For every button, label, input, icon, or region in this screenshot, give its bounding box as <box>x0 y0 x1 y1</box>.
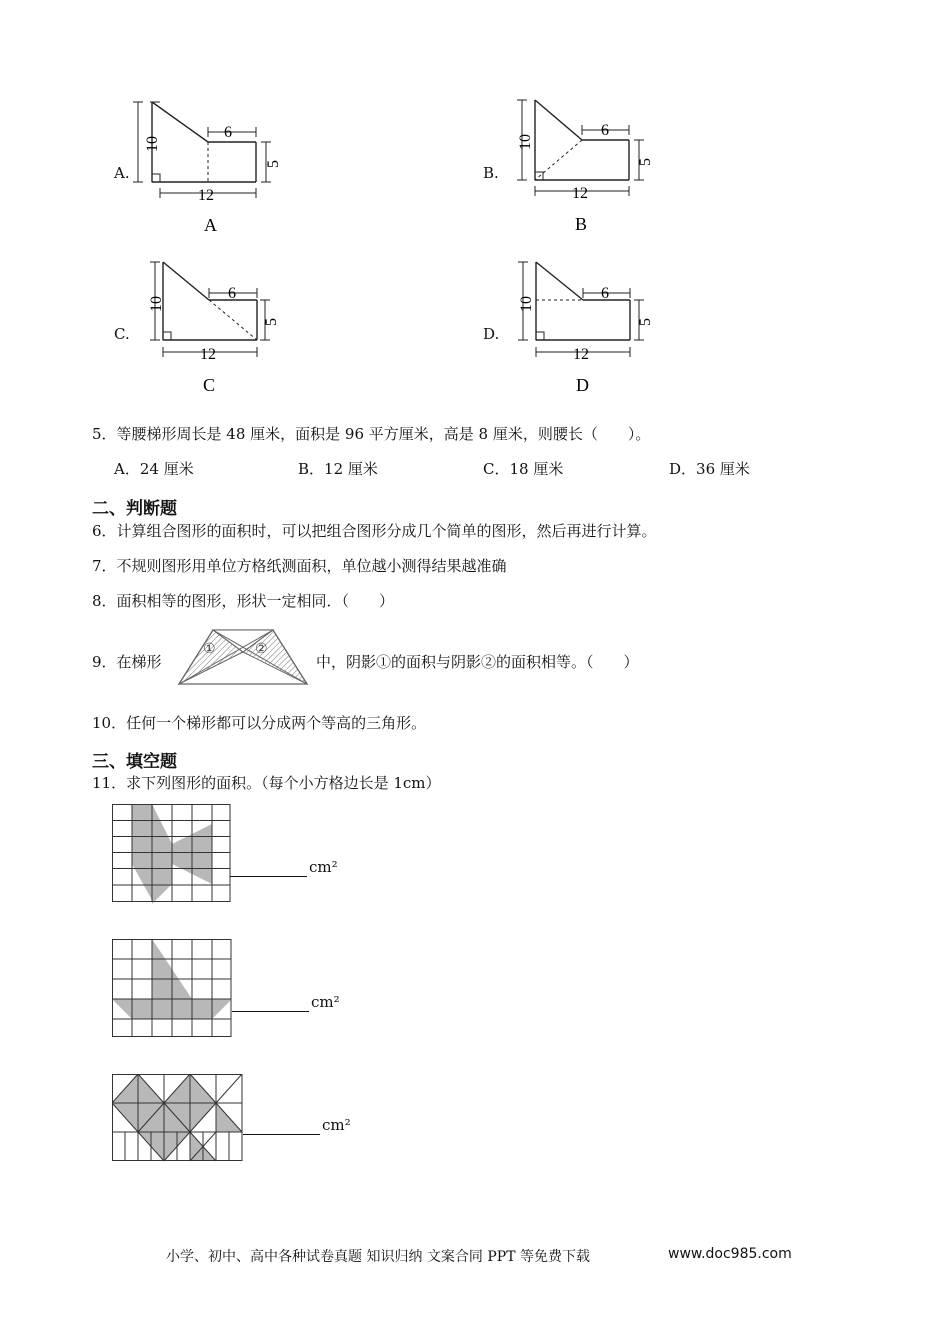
figure-option-a <box>108 92 298 242</box>
figure-a-drawing <box>108 92 298 242</box>
figure-d-caption: D <box>576 375 589 395</box>
shade-mark-2: ② <box>255 642 268 657</box>
option-d-label: D. <box>483 325 500 343</box>
question-5-text: 5．等腰梯形周长是 48 厘米，面积是 96 平方厘米，高是 8 厘米，则腰长（ ）。 <box>92 425 651 443</box>
figure-c-label-top: 6 <box>228 285 236 302</box>
figure-option-d <box>500 252 690 402</box>
question-8-text: 8．面积相等的图形，形状一定相同．（ ） <box>92 592 395 610</box>
q5-option-b[interactable]: B．12 厘米 <box>298 460 378 478</box>
area-grid-1-drawing <box>112 804 237 904</box>
figure-d-label-top: 6 <box>601 285 609 302</box>
trapezoid-drawing <box>175 622 310 690</box>
figure-c-label-bottom: 12 <box>200 346 216 363</box>
figure-a-label-top: 6 <box>224 124 232 141</box>
figure-b-label-h: 10 <box>517 134 534 150</box>
option-c-label: C. <box>114 325 130 343</box>
area-grid-3-drawing <box>112 1074 247 1166</box>
figure-a-label-h: 10 <box>144 136 161 152</box>
figure-c-label-right: 5 <box>263 318 280 326</box>
unit-1: cm² <box>309 858 338 876</box>
figure-c-drawing <box>108 252 298 402</box>
area-grid-2 <box>112 939 237 1039</box>
footer-link[interactable]: www.doc985.com <box>668 1246 792 1262</box>
answer-line-1[interactable] <box>230 876 307 877</box>
figure-b-drawing <box>500 92 690 242</box>
figure-b-label-right: 5 <box>637 158 654 166</box>
answer-line-2[interactable] <box>232 1011 309 1012</box>
trapezoid-figure <box>175 622 310 690</box>
question-7-text: 7．不规则图形用单位方格纸测面积，单位越小测得结果越准确 <box>92 557 507 575</box>
answer-line-3[interactable] <box>243 1134 320 1135</box>
question-6-text: 6．计算组合图形的面积时，可以把组合图形分成几个简单的图形，然后再进行计算。 <box>92 522 657 540</box>
figure-option-b <box>500 92 690 242</box>
figure-c-label-h: 10 <box>148 296 165 312</box>
unit-3: cm² <box>322 1116 351 1134</box>
footer-text: 小学、初中、高中各种试卷真题 知识归纳 文案合同 PPT 等免费下载 <box>166 1249 590 1265</box>
question-9-prefix: 9．在梯形 <box>92 653 162 671</box>
figure-d-drawing <box>500 252 690 402</box>
question-10-text: 10．任何一个梯形都可以分成两个等高的三角形。 <box>92 714 427 732</box>
figure-d-label-bottom: 12 <box>573 346 589 363</box>
shade-mark-1: ① <box>203 642 216 657</box>
figure-option-c <box>108 252 298 402</box>
option-b-label: B. <box>483 164 499 182</box>
area-grid-1 <box>112 804 237 904</box>
figure-b-caption: B <box>575 214 588 234</box>
figure-a-label-right: 5 <box>265 160 282 168</box>
figure-c-caption: C <box>203 375 216 395</box>
figure-a-caption: A <box>204 215 217 235</box>
area-grid-2-drawing <box>112 939 237 1039</box>
question-9-suffix: 中，阴影①的面积与阴影②的面积相等。（ ） <box>316 653 639 671</box>
q5-option-a[interactable]: A．24 厘米 <box>114 460 194 478</box>
question-11-text: 11．求下列图形的面积。（每个小方格边长是 1cm） <box>92 774 441 792</box>
section-2-title: 二、判断题 <box>92 499 177 519</box>
figure-d-label-h: 10 <box>518 296 535 312</box>
figure-b-label-bottom: 12 <box>572 185 588 202</box>
option-a-label: A. <box>114 164 130 182</box>
figure-b-label-top: 6 <box>601 122 609 139</box>
section-3-title: 三、填空题 <box>92 752 177 772</box>
q5-option-c[interactable]: C．18 厘米 <box>483 460 564 478</box>
area-grid-3 <box>112 1074 247 1166</box>
q5-option-d[interactable]: D．36 厘米 <box>669 460 750 478</box>
unit-2: cm² <box>311 993 340 1011</box>
figure-a-label-bottom: 12 <box>198 187 214 204</box>
figure-d-label-right: 5 <box>637 318 654 326</box>
